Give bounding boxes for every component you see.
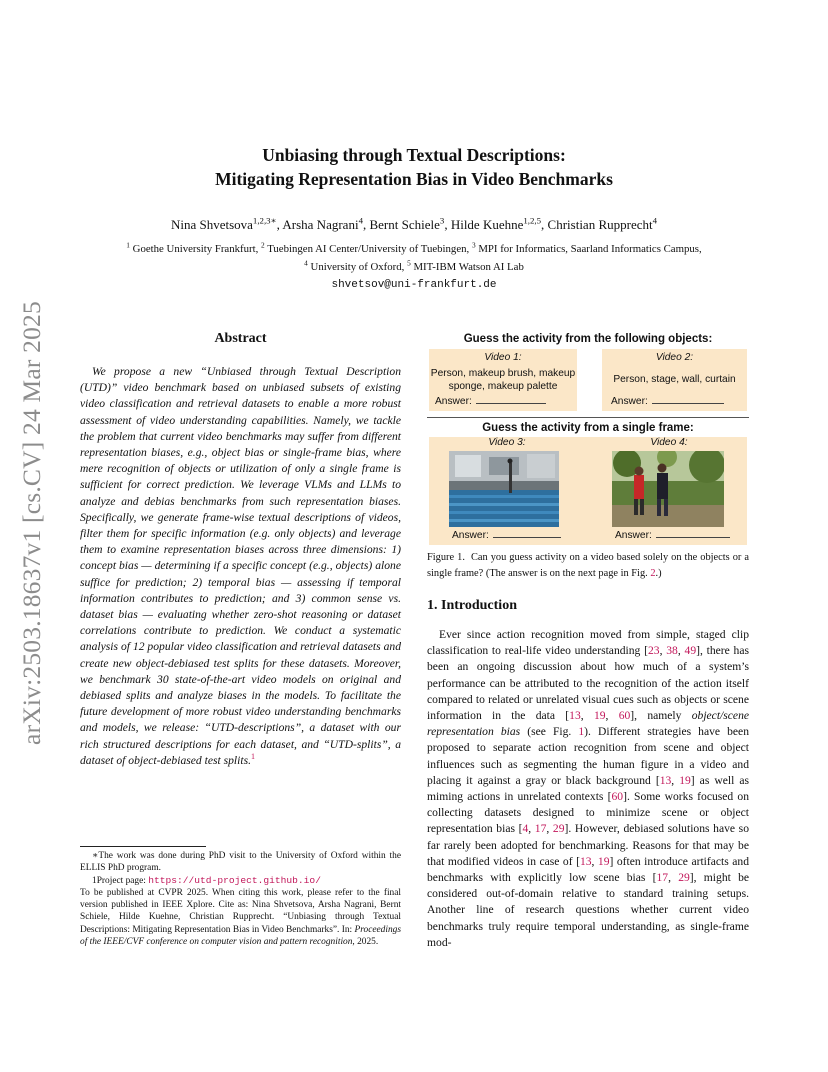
answer-label: Answer:	[435, 396, 472, 407]
video-4-title: Video 4:	[650, 437, 688, 448]
answer-label: Answer:	[611, 396, 648, 407]
footnote-star: ∗The work was done during PhD visit to the University of Oxford within the ELLIS PhD program.	[80, 851, 401, 874]
author-name: Bernt Schiele	[369, 217, 440, 232]
video-3-frame	[449, 451, 559, 527]
citation-link[interactable]: 23	[647, 644, 660, 658]
affil-sup: 5	[407, 258, 411, 268]
answer-field[interactable]	[615, 530, 730, 541]
citation-link[interactable]: 19	[679, 773, 691, 787]
project-link[interactable]: https://utd-project.github.io/	[148, 874, 321, 886]
figure-heading-objects: Guess the activity from the following objects:	[463, 333, 713, 345]
author-sup: 4	[652, 215, 658, 226]
arxiv-id: arXiv:2503.18637v1 [cs.CV] 24 Mar 2025	[17, 300, 47, 745]
author-sup: 4	[358, 215, 363, 226]
citation-link[interactable]: 60	[611, 790, 624, 804]
abstract-text: We propose a new “Unbiased through Textual Description (UTD)” video benchmark based on unbiased subsets of existing video classification and retrieval datasets to enable a more robust assessment of video understanding capabilities. Namely, we tackle the problem that current video benchmarks may suffer from different representation biases, e.g., object bias or single-frame bias, where mere recognition of objects or utilization of only a single frame is sufficient for correct prediction. We leverage VLMs and LLMs to analyze and debias benchmarks from such representation biases. Specifically, we generate frame-wise textual descriptions of videos, filter them for specific information (e.g. only objects) and leverage them to examine representation biases across three dimensions: 1) concept bias — determining if a specific concept (e.g., objects) alone suffice for prediction; 2) temporal bias — assessing if temporal information contributes to prediction; and 3) common sense vs. dataset bias — evaluating whether zero-shot reasoning or dataset correlations contribute to prediction. We conduct a systematic analysis of 12 popular video classification and retrieval datasets and create new object-debiased test splits for these datasets. Moreover, we benchmark 30 state-of-the-art video models on original and debiased splits and analyze biases in the models. To facilitate the future development of more robust video understanding benchmarks and models, we release: “UTD-descriptions”, a dataset with our rich structured descriptions for each dataset, and “UTD-splits”, a dataset of object-debiased test splits.	[80, 365, 401, 767]
author-sup: 1,2,3∗	[252, 215, 277, 226]
figure-caption	[427, 550, 749, 581]
citation-link[interactable]: 13	[579, 854, 592, 868]
intro-text: (see Fig.	[520, 725, 579, 739]
affiliation: Tuebingen AI Center/University of Tuebingen,	[267, 243, 470, 255]
citation-link[interactable]: 29	[552, 822, 565, 836]
citation-link[interactable]: 49	[684, 644, 697, 658]
intro-text: ). Different strategies have been proposed to separate action recognition from scene and object influences such as segmenting the human figure in a video and placing it against a gray or black background [	[427, 725, 749, 787]
citation-link[interactable]: 38	[666, 644, 678, 658]
intro-emphasis: object/scene representation bias	[427, 709, 750, 739]
caption-end: .)	[655, 567, 662, 579]
answer-label: Answer:	[452, 530, 489, 541]
contact-email[interactable]: shvetsov@uni-frankfurt.de	[331, 279, 497, 291]
affil-sup: 3	[471, 240, 476, 250]
affiliations	[60, 240, 768, 276]
author-name: Christian Rupprecht	[547, 217, 653, 232]
figure-ref-link[interactable]: 1	[578, 725, 585, 739]
affil-sup: 4	[304, 258, 308, 268]
citation-link[interactable]: 19	[597, 854, 610, 868]
caption-ref-link[interactable]: 2	[650, 567, 656, 579]
video-4-frame	[612, 451, 724, 527]
video-2-title: Video 2:	[655, 352, 694, 363]
pool-frame-image	[449, 451, 559, 527]
outdoor-frame-image	[612, 451, 724, 527]
publish-text: To be published at CVPR 2025. When citing this work, please refer to the final version published in IEEE Xplore. Cite as: Nina Shvetsova, Arsha Nagrani, Bernt Schiele, Hilde Kuehne, Christian Rupprecht. “Unbiasing through Textual Descriptions: Mitigating Representation Bias in Video Benchmarks”. In:	[80, 887, 401, 935]
citation-link[interactable]: 17	[534, 822, 547, 836]
citation-link[interactable]: 4	[522, 822, 529, 836]
video-3-title: Video 3:	[488, 437, 526, 448]
citation-link[interactable]: 13	[659, 773, 672, 787]
video-1-objects: Person, makeup brush, makeup sponge, makeup palette	[430, 368, 576, 392]
affiliation: MPI for Informatics, Saarland Informatics Campus,	[478, 243, 702, 255]
intro-text: ] as well as miming actions in unrelated contexts [	[427, 773, 749, 804]
author-name: Arsha Nagrani	[282, 217, 359, 232]
citation-link[interactable]: 19	[593, 709, 606, 723]
citation-link[interactable]: 29	[678, 871, 690, 885]
intro-body: Ever since action recognition moved from simple, staged clip classification to real-life video understanding [23, 38, 49], there has been an ongoing discussion about how much of a system’s performance can be attributed to the recognition of the action itself compared to related or unrelated visual cues such as objects or scene information in the data [13, 19, 60], namely object/scene representation bias (see Fig. 1). Different strategies have been proposed to separate action recognition from scene and object influences such as segmenting the human figure in a video and placing it against a gray or black background [13, 19] as well as miming actions in unrelated contexts [60]. Some works focused on collecting datasets designed to minimize scene or object representation bias [4, 17, 29]. However, debiased solutions have so far rarely been adopted for benchmarking. Reasons for that may be that modified videos in case of [13, 19] often introduce artifacts and benchmarks with explicitly low scene bias [17, 29], might be considered out-of-domain relative to standard training setups. Another line of research questions whether current video benchmarks truly require temporal understanding, as single-frame mod-	[427, 628, 750, 949]
footnotes	[80, 850, 401, 948]
author-list: Nina Shvetsova$^{1,2,3∗}$, Arsha Nagrani$^4$, Bernt Schiele$^3$, Hilde Kuehne$^{1,2,5}$, Christian Rupprecht$^4$	[170, 215, 658, 232]
footnote-rule	[80, 846, 206, 847]
affil-sup: 2	[261, 240, 265, 250]
affiliation: MIT-IBM Watson AI Lab	[413, 261, 524, 273]
abstract-heading: Abstract	[214, 331, 267, 346]
footnote-project	[80, 875, 401, 887]
title-line-2: Mitigating Representation Bias in Video Benchmarks	[215, 169, 613, 189]
abstract-body	[80, 364, 401, 769]
arxiv-sidebar	[12, 285, 52, 760]
author-sup: 1,2,5	[523, 215, 542, 226]
title-line-1: Unbiasing through Textual Descriptions:	[262, 145, 566, 165]
answer-field[interactable]	[435, 396, 546, 407]
intro-text: ] often introduce artifacts and benchmarks with explicitly low scene bias [	[427, 854, 750, 885]
figure-1	[427, 331, 749, 548]
intro-text: Ever since action recognition moved from simple, staged clip classification to real-life video understanding [	[427, 628, 749, 658]
intro-text: ], there has been an ongoing discussion about how much of a system’s performance can be attributed to the recognition of the action itself compared to related or unrelated visual cues such as objects or scene information in the data [	[427, 644, 750, 723]
citation-link[interactable]: 60	[618, 709, 631, 723]
answer-field[interactable]	[452, 530, 561, 541]
answer-label: Answer:	[615, 530, 652, 541]
publish-year: , 2025.	[352, 937, 379, 948]
caption-label: Figure 1.	[427, 552, 465, 563]
affiliation: Goethe University Frankfurt,	[132, 243, 259, 255]
affiliation: University of Oxford,	[310, 261, 405, 273]
footnote-mark[interactable]: 1	[251, 752, 255, 762]
project-label: 1Project page:	[92, 875, 149, 886]
author-name: Nina Shvetsova	[170, 217, 253, 232]
author-sup: 3	[439, 215, 445, 226]
caption-text: Can you guess activity on a video based solely on the objects or a single frame? (The answer is on the next page in Fig.	[427, 552, 749, 579]
video-2-objects: Person, stage, wall, curtain	[613, 374, 736, 385]
figure-separator	[427, 417, 749, 418]
intro-text: ]. Some works focused on collecting datasets designed to minimize scene or object representation bias [	[427, 790, 749, 836]
intro-text: ], might be considered out-of-domain relative to standard training setups. Another line of research questions whether current video benchmarks truly require temporal understanding, as single-frame mod-	[427, 871, 750, 949]
intro-heading: 1. Introduction	[427, 598, 517, 613]
figure-heading-frame: Guess the activity from a single frame:	[482, 422, 694, 434]
answer-field[interactable]	[611, 396, 724, 407]
paper-title	[0, 143, 828, 191]
video-1-title: Video 1:	[484, 352, 522, 363]
citation-link[interactable]: 13	[569, 709, 581, 723]
publish-venue: Proceedings of the IEEE/CVF conference on computer vision and pattern recognition	[80, 924, 401, 948]
intro-text: ], namely	[630, 709, 692, 723]
intro-text: ]. However, debiased solutions have so far rarely been adopted for benchmarking. Reasons for that may be that modified videos in case of [	[427, 822, 749, 868]
author-name: Hilde Kuehne	[450, 217, 524, 232]
citation-link[interactable]: 17	[656, 871, 669, 885]
affil-sup: 1	[126, 240, 130, 250]
footnote-publish	[80, 887, 401, 948]
